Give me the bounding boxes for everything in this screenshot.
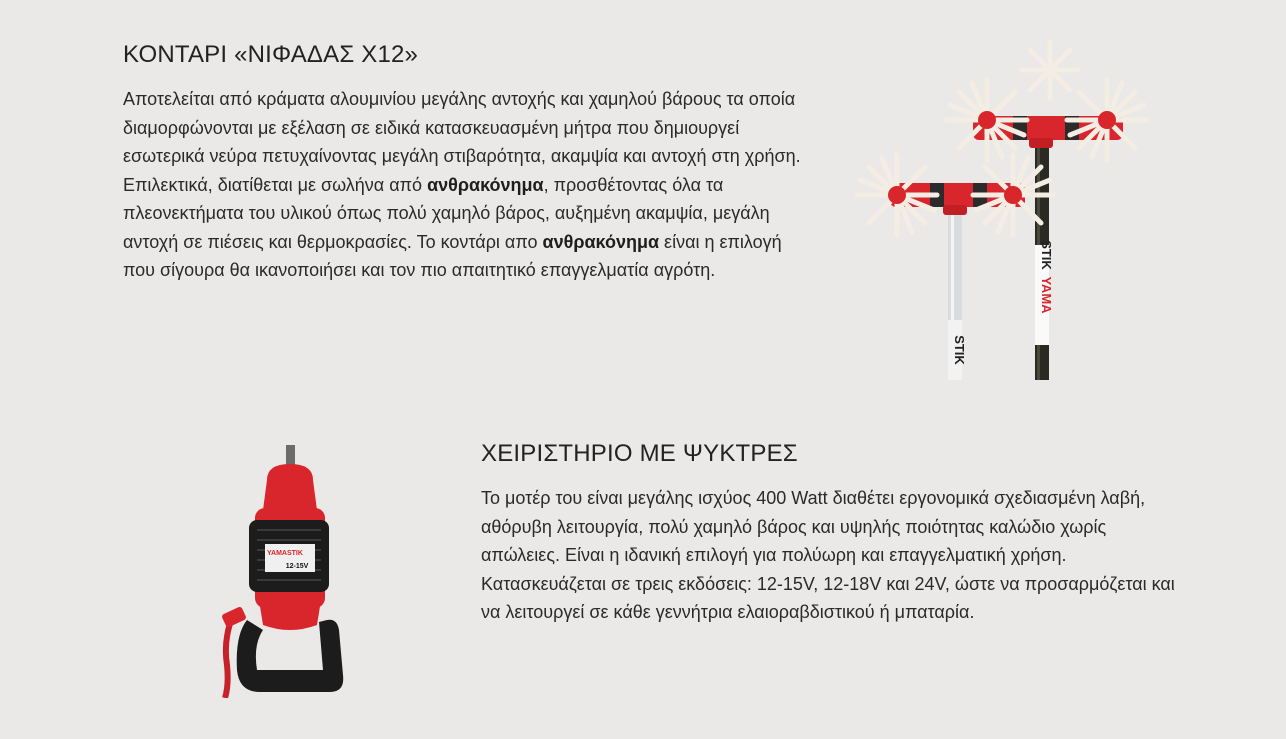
product-image-poles: [845, 40, 1155, 380]
section-description-motor: Το μοτέρ του είναι μεγάλης ισχύος 400 Watt διαθέτει εργονομικά σχεδιασμένη λαβή, αθόρυβη λειτουργία, πολύ χαμηλό βάρος και υψηλής ποιότητας καλώδιο χωρίς απώλειες. Είναι η ιδανική επιλογή για πολύωρη και επαγγελματική χρήση. Κατασκευάζεται σε τρεις εκδόσεις: 12-15V, 12-18V και 24V, ώστε να προσαρμόζεται και να λειτουργεί σε κάθε γεννήτρια ελαιοραβδιστικού ή μπαταρία.: [481, 488, 1175, 622]
brand-label: YAMA: [1039, 276, 1054, 314]
motor-label-version: 12-15V: [285, 563, 309, 570]
model-label: STIK: [1039, 240, 1054, 270]
section-title-pole: ΚΟΝΤΑΡΙ «ΝΙΦΑΔΑΣ Χ12»: [123, 41, 419, 68]
description-text: Αποτελείται από κράματα αλουμινίου μεγάλης αντοχής και χαμηλού βάρους τα οποία διαμορφώνονται με εξέλαση σε ειδικά κατασκευασμένη μήτρα που δημιουργεί εσωτερικά νεύρα πετυχαίνοντας μεγάλη στιβαρότητα, ακαμψία και αντοχή στη χρήση. Επιλεκτικά, διατίθεται με σωλήνα από: [123, 89, 801, 195]
section-title-motor: ΧΕΙΡΙΣΤΗΡΙΟ ΜΕ ΨΥΚΤΡΕΣ: [481, 440, 798, 467]
description-text: είναι η επιλογή που σίγουρα θα ικανοποιήσει και τον πιο απαιτητικό επαγγελματία αγρότη.: [123, 231, 782, 280]
description-text: , προσθέτοντας όλα τα πλεονεκτήματα του υλικού όπως πολύ χαμηλό βάρος, αυξημένη ακαμψία, μεγάλη αντοχή σε πιέσεις και θερμοκρασίες. Το κοντάρι απο: [123, 174, 770, 252]
highlight-carbon-fiber: ανθρακόνημα: [542, 231, 660, 252]
highlight-carbon-fiber: ανθρακόνημα: [427, 174, 544, 195]
motor-label-brand: YAMASTIK: [267, 550, 303, 557]
section-description-pole: [123, 85, 813, 285]
model-label: STIK: [952, 335, 967, 365]
product-image-motor-handle: [205, 440, 355, 698]
